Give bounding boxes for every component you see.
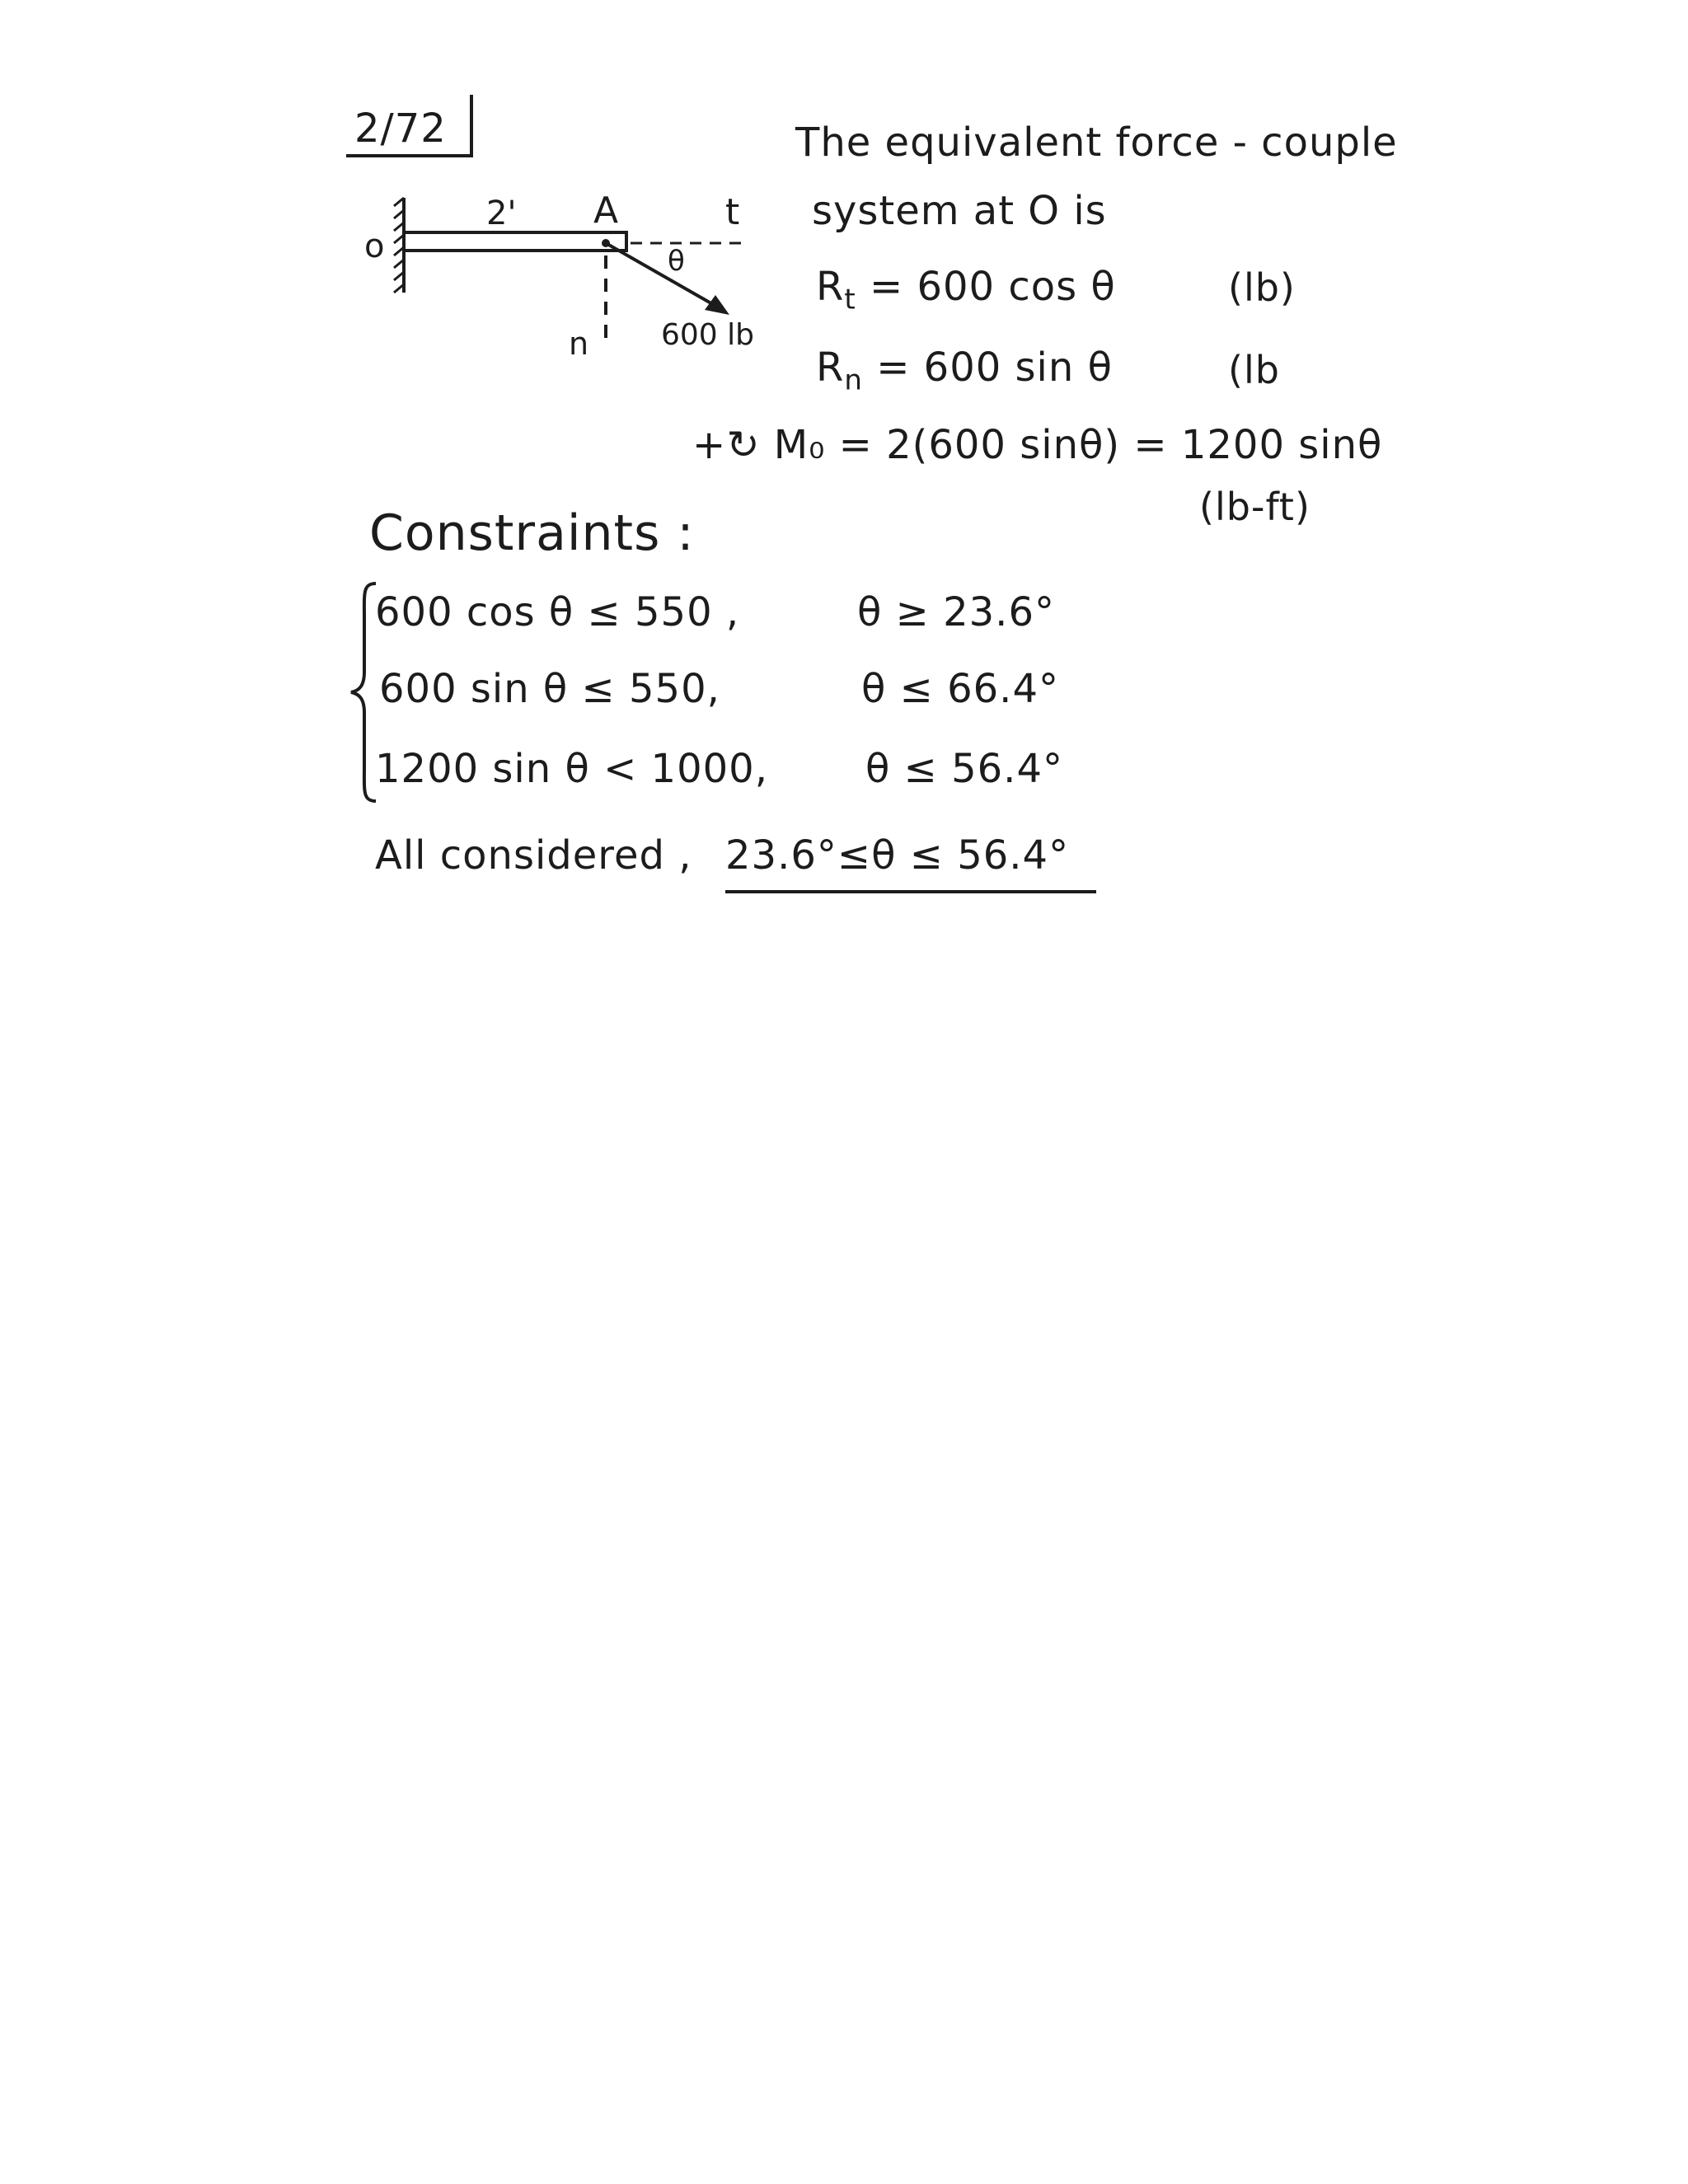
constraint-row-2-right: θ ≤ 66.4° [861, 666, 1059, 712]
diagram-label-theta: θ [668, 245, 685, 278]
rn-equation [816, 344, 1113, 397]
conclusion-label: All considered , [375, 832, 692, 879]
rt-unit: (lb) [1228, 265, 1296, 310]
diagram-label-force: 600 lb [661, 318, 755, 352]
constraints-brace [346, 577, 379, 808]
rn-subscript: n [844, 363, 863, 397]
problem-number: 2/72 [354, 105, 447, 152]
rt-subscript: t [844, 283, 856, 316]
intro-line-1: The equivalent force - couple [795, 120, 1398, 166]
constraint-row-3-right: θ ≤ 56.4° [865, 746, 1063, 792]
result-underline [725, 890, 1096, 893]
rt-equation [816, 264, 1116, 316]
moment-unit: (lb-ft) [1199, 485, 1311, 529]
constraint-row-1-right: θ ≥ 23.6° [857, 589, 1055, 635]
conclusion-result: 23.6°≤θ ≤ 56.4° [725, 832, 1070, 879]
constraint-row-1-left: 600 cos θ ≤ 550 , [375, 589, 740, 635]
constraint-row-2-left: 600 sin θ ≤ 550, [379, 666, 720, 712]
rt-symbol: R [816, 264, 845, 310]
rt-expression: = 600 cos θ [869, 264, 1116, 310]
diagram-label-a: A [593, 190, 619, 232]
diagram-label-o: o [364, 227, 385, 265]
intro-line-2: system at O is [812, 188, 1107, 234]
constraint-row-3-left: 1200 sin θ < 1000, [375, 746, 768, 792]
diagram-label-length: 2' [486, 194, 517, 232]
rn-expression: = 600 sin θ [876, 344, 1113, 391]
diagram-label-n: n [569, 326, 589, 362]
rn-symbol: R [816, 344, 845, 391]
constraints-title: Constraints : [369, 504, 695, 562]
rn-unit: (lb [1228, 348, 1280, 392]
diagram-label-t: t [725, 191, 740, 233]
moment-equation: +↻ M₀ = 2(600 sinθ) = 1200 sinθ [692, 422, 1383, 468]
beam-diagram [354, 190, 783, 379]
